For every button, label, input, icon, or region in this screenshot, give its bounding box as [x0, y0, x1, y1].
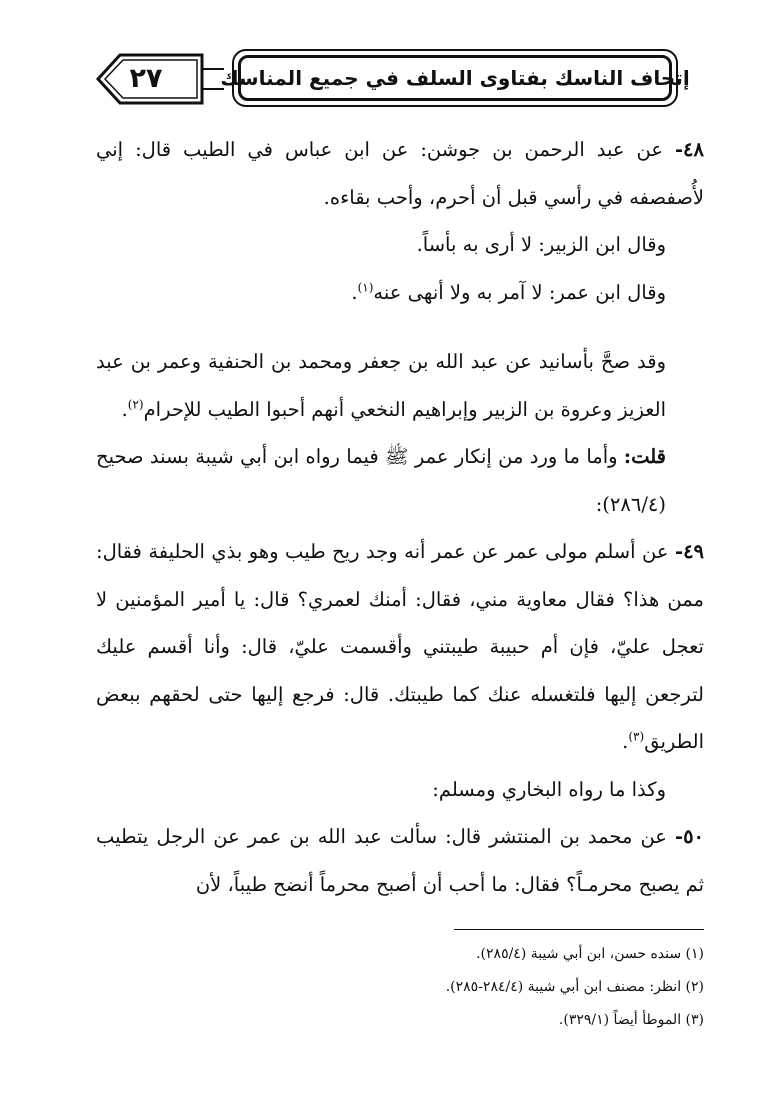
- book-title: إتحاف الناسك بفتاوى السلف في جميع المناسك: [220, 66, 690, 90]
- hadith-text: عن أسلم مولى عمر عن عمر أنه وجد ريح طيب وهو بذي الحليفة فقال: ممن هذا؟ فقال معاوية مني، فقال: أمنك لعمري؟ قال: يا أمير المؤمنين لا تعجل عليّ، فإن أم حبيبة طيبتني وأقسمت عليّ، قال: وأنا أقسم عليك لترجعن إليها فلتغسله عنك كما طيبتك. قال: فرجع إليها حتى لحقهم ببعض الطريق: [96, 540, 704, 753]
- hadith-number: ٥٠-: [674, 825, 705, 848]
- ibn-zubayr-saying: وقال ابن الزبير: لا أرى به بأساً.: [416, 233, 666, 256]
- hadith-number: ٤٩-: [674, 540, 705, 563]
- hadith-49: [96, 528, 704, 766]
- hadith-number: ٤٨-: [674, 138, 704, 161]
- sahha-text: وقد صحَّ بأسانيد عن عبد الله بن جعفر ومحمد بن الحنفية وعمر بن عبد العزيز وعروة بن الزبير وإبراهيم النخعي أنهم أحبوا الطيب للإحرام: [96, 350, 666, 421]
- qult-paragraph: [96, 433, 704, 528]
- footnote-divider: [454, 929, 704, 930]
- hadith-50: [96, 813, 704, 908]
- footnote-3: (٣) الموطأ أيضاً (٣٢٩/١).: [558, 1012, 704, 1028]
- kadha-paragraph: وكذا ما رواه البخاري ومسلم:: [432, 777, 666, 801]
- main-text: [96, 126, 704, 908]
- footnote-ref-1: (١): [357, 280, 374, 294]
- hadith-text: عن محمد بن المنتشر قال: سألت عبد الله بن عمر عن الرجل يتطيب ثم يصبح محرمـاً؟ فقال: ما أحب أن أصبح محرماً أنضح طيباً، لأن: [96, 825, 704, 896]
- footnote-ref-3: (٣): [628, 729, 645, 744]
- footnote-ref-2: (٢): [127, 397, 144, 411]
- footnote-2: (٢) انظر: مصنف ابن أبي شيبة (٢٨٤/٤-٢٨٥).: [445, 979, 704, 995]
- sentence-end: .: [622, 730, 629, 753]
- hadith-48: [96, 126, 704, 221]
- page-header: [94, 45, 690, 115]
- title-frame-inner: [220, 55, 690, 101]
- hadith-text: عن عبد الرحمن بن جوشن: عن ابن عباس في الطيب قال: إني لأُصفصفه في رأسي قبل أن أحرم، وأحب بقاءه.: [96, 138, 704, 209]
- page-number: ٢٧: [129, 63, 163, 94]
- footnotes: [300, 938, 704, 1037]
- page-number-tab: [94, 51, 224, 107]
- qult-label: قلت:: [623, 445, 666, 468]
- ibn-umar-saying: [96, 269, 704, 317]
- qult-text: وأما ما ورد من إنكار عمر ﷺ فيما رواه ابن أبي شيبة بسند صحيح (٢٨٦/٤):: [96, 445, 666, 516]
- sahha-paragraph: [96, 338, 704, 433]
- sentence-end: .: [351, 280, 358, 304]
- title-frame: [220, 49, 690, 107]
- ibn-umar-text: وقال ابن عمر: لا آمر به ولا أنهى عنه: [373, 280, 666, 304]
- sentence-end: .: [121, 397, 128, 421]
- footnote-1: (١) سنده حسن، ابن أبي شيبة (٢٨٥/٤).: [476, 946, 704, 962]
